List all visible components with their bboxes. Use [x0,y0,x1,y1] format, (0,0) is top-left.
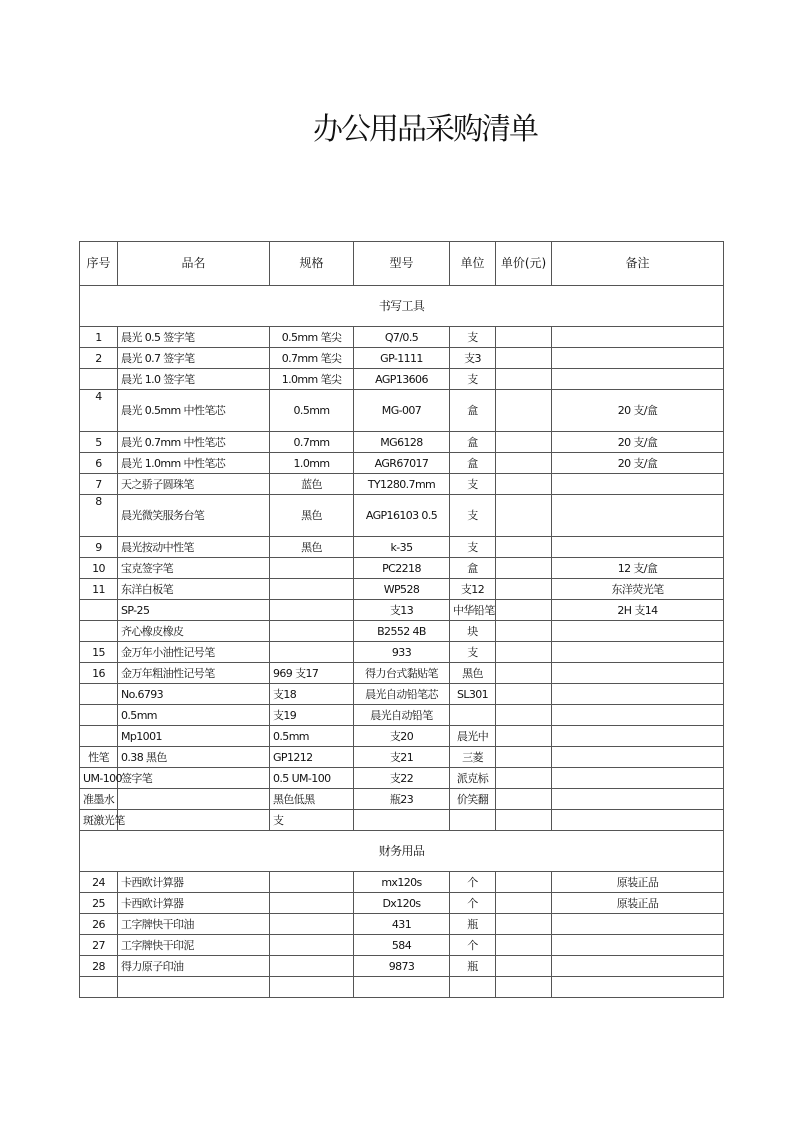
cell-name: 0.5mm [118,705,270,726]
cell-price [496,684,552,705]
cell-seq: 性笔 [80,747,118,768]
cell-note [552,621,724,642]
cell-unit: 盒 [450,390,496,432]
cell-note [552,977,724,998]
cell-name: 东洋白板笔 [118,579,270,600]
cell-note [552,495,724,537]
cell-model: 得力台式黏贴笔 [354,663,450,684]
cell-seq: 25 [80,893,118,914]
cell-spec: 支19 [270,705,354,726]
cell-seq [80,600,118,621]
section-row [80,831,724,872]
cell-spec [270,872,354,893]
cell-note [552,537,724,558]
cell-note [552,327,724,348]
section-row [80,286,724,327]
cell-unit [450,977,496,998]
table-row [80,474,724,495]
cell-seq: 4 [80,390,118,432]
cell-price [496,474,552,495]
cell-model [354,977,450,998]
cell-model: AGP16103 0.5 [354,495,450,537]
cell-seq: 11 [80,579,118,600]
cell-spec [270,579,354,600]
cell-model: k-35 [354,537,450,558]
cell-seq [80,369,118,390]
cell-price [496,977,552,998]
cell-seq [80,977,118,998]
cell-name: SP-25 [118,600,270,621]
cell-spec [270,621,354,642]
cell-seq: UM-100 [80,768,118,789]
cell-price [496,914,552,935]
page-title: 办公用品采购清单 [313,112,537,147]
cell-note: 20 支/盒 [552,390,724,432]
cell-unit: 个 [450,893,496,914]
cell-seq: 27 [80,935,118,956]
cell-seq: 5 [80,432,118,453]
cell-seq: 1 [80,327,118,348]
header-seq: 序号 [80,242,118,286]
cell-unit: 支 [450,537,496,558]
cell-name: 工字牌快干印泥 [118,935,270,956]
cell-spec: 0.5mm [270,390,354,432]
cell-model: MG-007 [354,390,450,432]
cell-seq: 6 [80,453,118,474]
cell-unit [450,705,496,726]
cell-seq [80,726,118,747]
header-note: 备注 [552,242,724,286]
cell-model: 431 [354,914,450,935]
cell-spec [270,642,354,663]
cell-name: 晨光 1.0mm 中性笔芯 [118,453,270,474]
cell-unit: 中华铅笔 [450,600,496,621]
cell-unit: 瓶 [450,914,496,935]
header-name: 品名 [118,242,270,286]
cell-name: 晨光 0.7mm 中性笔芯 [118,432,270,453]
cell-model: AGP13606 [354,369,450,390]
cell-note [552,789,724,810]
table-row [80,810,724,831]
cell-name: 卡西欧计算器 [118,872,270,893]
cell-model: AGR67017 [354,453,450,474]
cell-name [118,810,270,831]
section-title: 财务用品 [80,831,724,872]
header-price: 单价(元) [496,242,552,286]
cell-model: 支13 [354,600,450,621]
cell-note [552,348,724,369]
cell-price [496,935,552,956]
cell-unit: 盒 [450,432,496,453]
table-row [80,453,724,474]
table-row [80,789,724,810]
cell-unit: 支 [450,474,496,495]
cell-note [552,956,724,977]
cell-seq: 8 [80,495,118,537]
cell-note: 2H 支14 [552,600,724,621]
cell-price [496,810,552,831]
cell-note [552,810,724,831]
cell-price [496,956,552,977]
table-row [80,956,724,977]
cell-spec: 0.7mm 笔尖 [270,348,354,369]
table-row [80,705,724,726]
cell-unit: 支 [450,369,496,390]
cell-price [496,642,552,663]
cell-spec: 0.5mm [270,726,354,747]
cell-name: 晨光 1.0 签字笔 [118,369,270,390]
cell-spec [270,558,354,579]
cell-unit: 支 [450,327,496,348]
cell-unit: 盒 [450,558,496,579]
cell-model: 晨光自动铅笔 [354,705,450,726]
cell-seq: 准墨水 [80,789,118,810]
cell-name: 晨光微笑服务台笔 [118,495,270,537]
table-row [80,621,724,642]
cell-seq: 7 [80,474,118,495]
cell-price [496,453,552,474]
table-row [80,935,724,956]
table-row [80,579,724,600]
table-row [80,768,724,789]
cell-note [552,663,724,684]
cell-model: 瓶23 [354,789,450,810]
cell-model: B2552 4B [354,621,450,642]
cell-note: 原装正品 [552,893,724,914]
table-body [80,242,724,998]
header-unit: 单位 [450,242,496,286]
cell-price [496,558,552,579]
cell-seq [80,684,118,705]
cell-price [496,893,552,914]
cell-model [354,810,450,831]
cell-unit: 个 [450,872,496,893]
cell-model: 9873 [354,956,450,977]
cell-seq: 15 [80,642,118,663]
cell-name: 晨光 0.7 签字笔 [118,348,270,369]
cell-spec [270,956,354,977]
table-row [80,495,724,537]
cell-price [496,327,552,348]
cell-model: 支20 [354,726,450,747]
cell-name: 晨光按动中性笔 [118,537,270,558]
cell-model: MG6128 [354,432,450,453]
cell-name: 0.38 黑色 [118,747,270,768]
table-row [80,537,724,558]
cell-name: 卡西欧计算器 [118,893,270,914]
table-row [80,663,724,684]
cell-price [496,621,552,642]
cell-unit: 支12 [450,579,496,600]
cell-seq: 26 [80,914,118,935]
table-row [80,747,724,768]
table-row [80,348,724,369]
cell-spec: 蓝色 [270,474,354,495]
table-header-row [80,242,724,286]
cell-unit: 支 [450,642,496,663]
cell-model: 支21 [354,747,450,768]
table-row [80,642,724,663]
cell-seq [80,705,118,726]
cell-seq [80,621,118,642]
cell-seq: 斑激光笔 [80,810,118,831]
table-row [80,893,724,914]
cell-spec: 0.7mm [270,432,354,453]
cell-note: 12 支/盒 [552,558,724,579]
cell-name: 得力原子印油 [118,956,270,977]
cell-note: 20 支/盒 [552,453,724,474]
cell-unit: 盒 [450,453,496,474]
cell-unit: 晨光中 [450,726,496,747]
cell-note [552,935,724,956]
cell-seq: 10 [80,558,118,579]
cell-note [552,705,724,726]
cell-unit: 块 [450,621,496,642]
cell-price [496,579,552,600]
cell-seq: 9 [80,537,118,558]
cell-price [496,369,552,390]
cell-unit: 瓶 [450,956,496,977]
cell-price [496,663,552,684]
cell-price [496,705,552,726]
table-row [80,327,724,348]
cell-spec [270,600,354,621]
cell-spec: 969 支17 [270,663,354,684]
cell-model: GP-1111 [354,348,450,369]
cell-model: 支22 [354,768,450,789]
cell-spec: 1.0mm [270,453,354,474]
cell-price [496,747,552,768]
cell-model: Dx120s [354,893,450,914]
header-spec: 规格 [270,242,354,286]
table-row [80,977,724,998]
cell-name: 签字笔 [118,768,270,789]
cell-seq: 24 [80,872,118,893]
cell-note [552,369,724,390]
table-row [80,726,724,747]
cell-unit: 个 [450,935,496,956]
cell-name: 金万年粗油性记号笔 [118,663,270,684]
cell-seq: 28 [80,956,118,977]
cell-unit: 价笑翻 [450,789,496,810]
cell-spec [270,914,354,935]
cell-price [496,768,552,789]
cell-spec: GP1212 [270,747,354,768]
cell-price [496,600,552,621]
cell-spec: 支 [270,810,354,831]
cell-spec [270,893,354,914]
cell-unit: 派克标 [450,768,496,789]
cell-unit: SL301 [450,684,496,705]
cell-seq: 2 [80,348,118,369]
table-row [80,914,724,935]
cell-price [496,537,552,558]
cell-name: 晨光 0.5 签字笔 [118,327,270,348]
cell-spec [270,935,354,956]
cell-name [118,977,270,998]
table-row [80,432,724,453]
cell-spec: 1.0mm 笔尖 [270,369,354,390]
cell-note [552,726,724,747]
cell-model: mx120s [354,872,450,893]
table-row [80,872,724,893]
cell-seq: 16 [80,663,118,684]
table-row [80,600,724,621]
cell-note [552,642,724,663]
cell-price [496,348,552,369]
cell-model: 晨光自动铅笔芯 [354,684,450,705]
cell-spec: 黑色 [270,495,354,537]
cell-spec: 0.5mm 笔尖 [270,327,354,348]
cell-name: 晨光 0.5mm 中性笔芯 [118,390,270,432]
cell-name: 工字牌快干印油 [118,914,270,935]
cell-name [118,789,270,810]
cell-name: 天之骄子圆珠笔 [118,474,270,495]
table-row [80,369,724,390]
table-row [80,390,724,432]
cell-spec: 支18 [270,684,354,705]
cell-price [496,432,552,453]
cell-note [552,768,724,789]
cell-note [552,474,724,495]
cell-price [496,495,552,537]
cell-name: 宝克签字笔 [118,558,270,579]
cell-model: TY1280.7mm [354,474,450,495]
cell-note: 东洋荧光笔 [552,579,724,600]
table-row [80,684,724,705]
cell-name: Mp1001 [118,726,270,747]
cell-note [552,684,724,705]
cell-unit: 支3 [450,348,496,369]
cell-model: Q7/0.5 [354,327,450,348]
cell-unit: 黑色 [450,663,496,684]
cell-price [496,726,552,747]
cell-spec: 黑色低黑 [270,789,354,810]
table-row [80,558,724,579]
section-title: 书写工具 [80,286,724,327]
cell-price [496,390,552,432]
cell-spec: 0.5 UM-100 [270,768,354,789]
cell-unit [450,810,496,831]
cell-note [552,747,724,768]
cell-spec [270,977,354,998]
cell-unit: 三菱 [450,747,496,768]
cell-price [496,872,552,893]
cell-name: No.6793 [118,684,270,705]
cell-model: 584 [354,935,450,956]
purchase-table [79,241,724,998]
cell-note: 原装正品 [552,872,724,893]
cell-note: 20 支/盒 [552,432,724,453]
cell-model: WP528 [354,579,450,600]
cell-note [552,914,724,935]
cell-name: 金万年小油性记号笔 [118,642,270,663]
cell-name: 齐心橡皮橡皮 [118,621,270,642]
cell-unit: 支 [450,495,496,537]
header-model: 型号 [354,242,450,286]
cell-model: 933 [354,642,450,663]
cell-spec: 黑色 [270,537,354,558]
cell-model: PC2218 [354,558,450,579]
cell-price [496,789,552,810]
